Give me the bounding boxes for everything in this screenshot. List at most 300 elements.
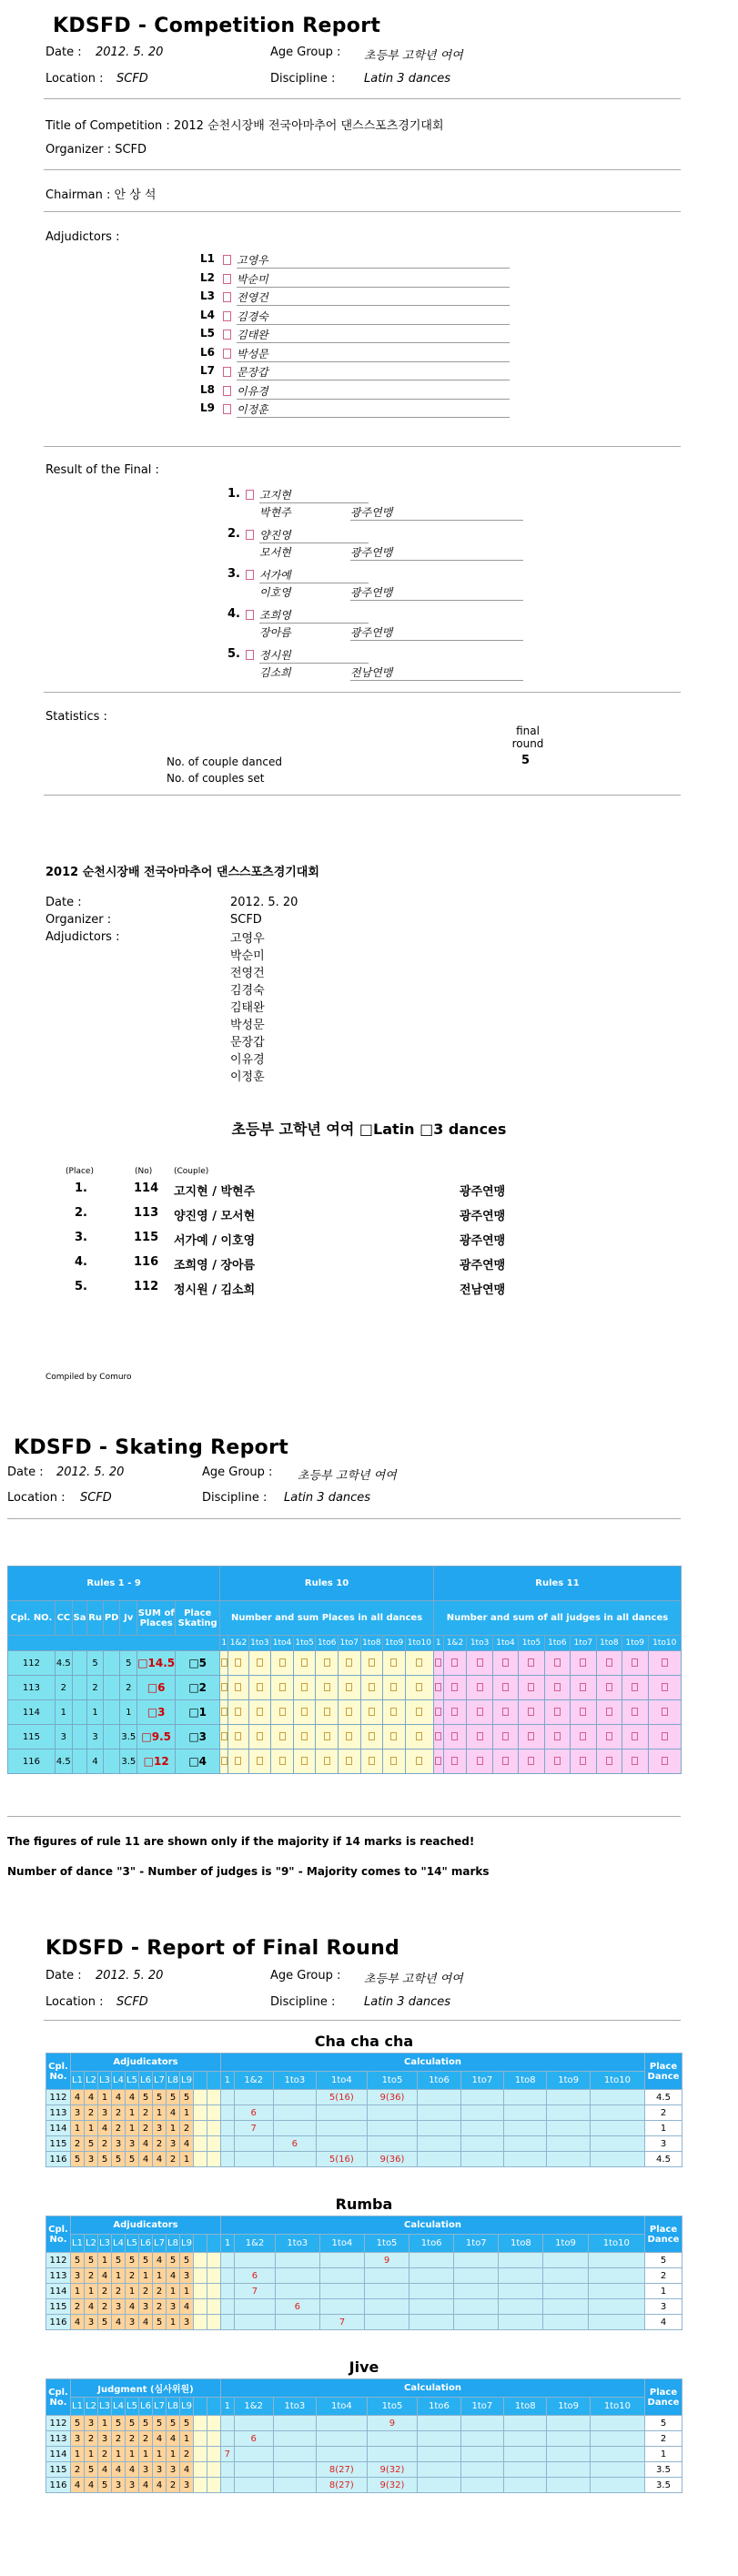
- judge-col-header: L1: [71, 2235, 85, 2253]
- checkbox-icon: [390, 1732, 397, 1740]
- checkbox-icon: [346, 1757, 352, 1765]
- rule10-cell: [228, 1651, 248, 1676]
- judge-mark: 1: [112, 2268, 126, 2284]
- checkbox-icon: [632, 1683, 638, 1691]
- judge-mark: 2: [167, 2152, 180, 2167]
- calc-cell: [367, 2136, 418, 2152]
- calc-cell: [543, 2299, 588, 2315]
- result-row: [136, 607, 591, 647]
- summary-couple: 고지현 / 박현주: [174, 1185, 256, 1199]
- empty-mark: [207, 2253, 221, 2268]
- calc-cell: [460, 2431, 503, 2447]
- place-dance: 4.5: [645, 2152, 682, 2167]
- result-row: [136, 487, 591, 527]
- checkbox-icon: [606, 1757, 612, 1765]
- checkbox-icon: [435, 1732, 441, 1740]
- judge-mark: 3: [112, 2478, 126, 2493]
- judge-mark: 5: [85, 2136, 98, 2152]
- cpl-no: 113: [8, 1676, 56, 1700]
- judge-mark: 4: [71, 2315, 85, 2330]
- summary-place: 3.: [75, 1231, 87, 1244]
- judge-col-header: L1: [71, 2398, 85, 2416]
- adjudicator-name: 고영우: [237, 252, 510, 269]
- calc-cell: 6: [234, 2431, 273, 2447]
- judge-mark: 1: [180, 2431, 194, 2447]
- calc-col-header: 1&2: [234, 2072, 273, 2090]
- calc-col-header: 1to10: [648, 1636, 681, 1651]
- judge-mark: 5: [112, 2152, 126, 2167]
- calc-col-header: 1&2: [443, 1636, 467, 1651]
- place-dance: 1: [645, 2284, 682, 2299]
- judge-mark: 4: [98, 2462, 112, 2478]
- checkbox-icon: [279, 1757, 286, 1765]
- adjudicators-header: Adjudicators: [71, 2216, 221, 2235]
- judge-mark: 1: [126, 2447, 139, 2462]
- result-club: 광주연맹: [350, 544, 523, 561]
- result-place: 5.: [227, 647, 240, 661]
- judge-mark: 1: [98, 2090, 112, 2105]
- checkbox-icon: [390, 1658, 397, 1667]
- rule11-cell: [492, 1749, 518, 1774]
- dance-place-jv: 5: [120, 1651, 137, 1676]
- judge-mark: 2: [126, 2268, 139, 2284]
- rule10-cell: [248, 1725, 271, 1749]
- adjudicator-name: 전영건: [237, 289, 510, 306]
- judge-mark: 5: [167, 2253, 180, 2268]
- final-age-value: 초등부 고학년 여여: [364, 1973, 463, 1986]
- judge-mark: 4: [167, 2431, 180, 2447]
- dance-place-jv: 1: [120, 1700, 137, 1725]
- skating-discipline-label: Discipline :: [202, 1491, 268, 1505]
- summary-club: 전남연맹: [460, 1283, 506, 1297]
- dance-place-cc: 4.5: [55, 1651, 72, 1676]
- adjudicator-code: L1: [200, 252, 215, 265]
- checkbox-icon: [346, 1683, 352, 1691]
- calc-cell: [418, 2105, 460, 2121]
- rule11-cell: [433, 1749, 443, 1774]
- calc-col-header: 1&2: [235, 2235, 276, 2253]
- calc-cell: [547, 2090, 590, 2105]
- calc-cell: [504, 2121, 547, 2136]
- calc-cell: [234, 2136, 273, 2152]
- result-name2: 이호영: [259, 586, 291, 599]
- judge-mark: 3: [85, 2315, 98, 2330]
- judge-mark: 4: [112, 2315, 126, 2330]
- rule11-cell: [433, 1651, 443, 1676]
- rule10-cell: [316, 1725, 339, 1749]
- rule11-cell: [467, 1651, 492, 1676]
- checkbox-icon: [477, 1683, 483, 1691]
- rule11-cell: [622, 1651, 648, 1676]
- competition-title: Title of Competition : 2012 순천시장배 전국아마추어 댄스스포츠경기대회: [45, 119, 444, 133]
- dance-row: [46, 2253, 682, 2268]
- dance-row: [46, 2136, 682, 2152]
- adjudicators-label: Adjudictors :: [45, 230, 120, 244]
- judge-col-header: L8: [167, 2398, 180, 2416]
- checkbox-icon: [502, 1683, 509, 1691]
- judge-mark: 1: [180, 2152, 194, 2167]
- calc-cell: [590, 2447, 644, 2462]
- checkbox-icon: [235, 1732, 241, 1740]
- judge-mark: 4: [71, 2478, 85, 2493]
- calc-col-header: 1to5: [367, 2398, 418, 2416]
- judge-col-header: L6: [139, 2235, 153, 2253]
- judge-mark: 4: [85, 2299, 98, 2315]
- checkbox-icon: [221, 1658, 227, 1667]
- checkbox-icon: [477, 1732, 483, 1740]
- checkbox-icon: [235, 1658, 241, 1667]
- calc-cell: [590, 2105, 644, 2121]
- age-group-value: 초등부 고학년 여여: [364, 49, 463, 63]
- rule11-cell: [648, 1676, 681, 1700]
- sum-of-places: □6: [137, 1676, 176, 1700]
- judge-col-header: L3: [98, 2235, 112, 2253]
- calculation-header: Calculation: [221, 2379, 645, 2398]
- calc-col-header: 1to4: [317, 2398, 368, 2416]
- judge-mark: 4: [98, 2268, 112, 2284]
- cpl-no: 116: [8, 1749, 56, 1774]
- rule10-cell: [338, 1725, 360, 1749]
- calc-cell: 7: [234, 2121, 273, 2136]
- result-club: 전남연맹: [350, 664, 523, 681]
- rule10-cell: [228, 1749, 248, 1774]
- summary-adjudicator: 김태완: [230, 1001, 265, 1015]
- calc-col-header: 1to3: [273, 2398, 316, 2416]
- rule11-cell: [544, 1700, 570, 1725]
- checkbox-icon: [502, 1708, 509, 1716]
- cpl-no-header: Cpl. No.: [46, 2054, 71, 2090]
- calc-cell: [364, 2299, 409, 2315]
- checkbox-icon: [221, 1708, 227, 1716]
- checkbox-icon: [554, 1732, 561, 1740]
- checkbox-icon: [606, 1732, 612, 1740]
- checkbox-icon: [223, 404, 231, 414]
- checkbox-icon: [246, 530, 254, 540]
- summary-adjudicator: 이정훈: [230, 1070, 265, 1084]
- judge-col-header: L5: [126, 2235, 139, 2253]
- judge-mark: 3: [180, 2315, 194, 2330]
- calculation-header: Calculation: [221, 2054, 645, 2072]
- adjudicator-name: 문장갑: [237, 364, 510, 380]
- rule10-cell: [316, 1676, 339, 1700]
- calc-cell: [590, 2416, 644, 2431]
- adjudicator-name: 이유경: [237, 383, 510, 400]
- sum-of-places: □14.5: [137, 1651, 176, 1676]
- col-place: (Place): [66, 1167, 94, 1176]
- judge-col-header: [207, 2398, 221, 2416]
- judge-mark: 3: [98, 2431, 112, 2447]
- checkbox-icon: [528, 1732, 534, 1740]
- calc-col-header: 1to4: [492, 1636, 518, 1651]
- calc-cell: [275, 2253, 319, 2268]
- judge-mark: 5: [180, 2090, 194, 2105]
- judge-mark: 4: [85, 2478, 98, 2493]
- empty-mark: [207, 2315, 221, 2330]
- checkbox-icon: [435, 1658, 441, 1667]
- judge-mark: 1: [126, 2121, 139, 2136]
- dance-table: [45, 2378, 682, 2493]
- checkbox-icon: [662, 1683, 668, 1691]
- calc-cell: [234, 2478, 273, 2493]
- calc-cell: [418, 2136, 460, 2152]
- judge-mark: 5: [180, 2253, 194, 2268]
- checkbox-icon: [223, 386, 231, 396]
- calc-cell: [460, 2416, 503, 2431]
- calc-cell: [273, 2152, 316, 2167]
- event-title: 초등부 고학년 여여 □Latin □3 dances: [231, 1121, 507, 1138]
- col-cc: CC: [55, 1601, 72, 1636]
- checkbox-icon: [221, 1683, 227, 1691]
- calc-col-header: 1to6: [418, 2072, 460, 2090]
- empty-mark: [194, 2268, 207, 2284]
- calc-cell: [418, 2431, 460, 2447]
- place-skating: □3: [176, 1725, 220, 1749]
- calc-col-header: 1to6: [316, 1636, 339, 1651]
- calc-col-header: 1to3: [248, 1636, 271, 1651]
- calc-cell: [504, 2416, 547, 2431]
- calc-cell: [273, 2121, 316, 2136]
- calc-cell: [275, 2268, 319, 2284]
- rule11-cell: [596, 1651, 622, 1676]
- judge-col-header: L1: [71, 2072, 85, 2090]
- rule10-cell: [248, 1651, 271, 1676]
- judge-col-header: L5: [126, 2072, 139, 2090]
- checkbox-icon: [416, 1683, 422, 1691]
- rule11-cell: [467, 1749, 492, 1774]
- dance-row: [46, 2431, 682, 2447]
- summary-adjudicator: 문장갑: [230, 1036, 265, 1050]
- judge-mark: 4: [98, 2121, 112, 2136]
- calc-cell: [499, 2284, 543, 2299]
- calc-cell: [499, 2268, 543, 2284]
- empty-mark: [207, 2299, 221, 2315]
- checkbox-icon: [223, 274, 231, 284]
- summary-adjudicator: 이유경: [230, 1053, 265, 1067]
- calc-cell: [317, 2447, 368, 2462]
- rule11-cell: [544, 1749, 570, 1774]
- sum-of-places: □12: [137, 1749, 176, 1774]
- calc-cell: 9(32): [367, 2462, 418, 2478]
- judge-mark: 5: [85, 2462, 98, 2478]
- checkbox-icon: [416, 1658, 422, 1667]
- calc-cell: [418, 2447, 460, 2462]
- judge-mark: 5: [180, 2416, 194, 2431]
- cpl-no: 112: [8, 1651, 56, 1676]
- result-row: [136, 567, 591, 607]
- calc-cell: [319, 2268, 364, 2284]
- rule10-cell: [228, 1676, 248, 1700]
- empty-mark: [207, 2105, 221, 2121]
- checkbox-icon: [301, 1683, 308, 1691]
- result-place: 1.: [227, 487, 240, 501]
- judge-mark: 2: [112, 2105, 126, 2121]
- judge-mark: 3: [167, 2462, 180, 2478]
- checkbox-icon: [528, 1708, 534, 1716]
- judge-col-header: L5: [126, 2398, 139, 2416]
- judge-mark: 5: [153, 2090, 167, 2105]
- judge-mark: 5: [167, 2416, 180, 2431]
- rule11-cell: [467, 1700, 492, 1725]
- judge-mark: 2: [71, 2136, 85, 2152]
- rule10-cell: [405, 1700, 433, 1725]
- place-dance: 3.5: [645, 2462, 682, 2478]
- judge-col-header: L7: [153, 2398, 167, 2416]
- rule11-cell: [519, 1725, 544, 1749]
- calc-cell: [221, 2478, 235, 2493]
- dance-place-cc: 1: [55, 1700, 72, 1725]
- checkbox-icon: [554, 1757, 561, 1765]
- calc-cell: 7: [319, 2315, 364, 2330]
- calc-col-header: 1to7: [460, 2072, 503, 2090]
- adjudicator-code: L7: [200, 364, 215, 377]
- calc-cell: 6: [275, 2299, 319, 2315]
- rule10-cell: [271, 1700, 294, 1725]
- dance-row: [46, 2416, 682, 2431]
- rule11-cell: [648, 1651, 681, 1676]
- result-name1: 정시원: [259, 647, 369, 664]
- calc-cell: [460, 2462, 503, 2478]
- col-pd: PD: [103, 1601, 120, 1636]
- result-club: 광주연맹: [350, 624, 523, 641]
- dance-place-pd: [103, 1651, 120, 1676]
- adjudicator-row: [200, 346, 591, 365]
- summary-place: 4.: [75, 1255, 87, 1269]
- skating-row: [8, 1725, 682, 1749]
- dance-place-jv: 3.5: [120, 1749, 137, 1774]
- place-skating: □2: [176, 1676, 220, 1700]
- checkbox-icon: [223, 292, 231, 302]
- calc-cell: [543, 2315, 588, 2330]
- calc-cell: [588, 2253, 644, 2268]
- rule10-cell: [248, 1749, 271, 1774]
- calc-cell: 5(16): [317, 2152, 368, 2167]
- judge-mark: 2: [139, 2121, 153, 2136]
- rule10-cell: [228, 1725, 248, 1749]
- summary-organizer-value: SCFD: [230, 913, 262, 927]
- calc-cell: [221, 2431, 235, 2447]
- calc-col-header: 1to7: [460, 2398, 503, 2416]
- judge-mark: 4: [139, 2136, 153, 2152]
- calc-col-header: 1to9: [543, 2235, 588, 2253]
- cpl-no: 114: [46, 2121, 71, 2136]
- judge-mark: 4: [167, 2268, 180, 2284]
- adjudicators-header: Judgment (심사위원): [71, 2379, 221, 2398]
- calc-cell: [418, 2121, 460, 2136]
- adjudicator-name: 김태완: [237, 327, 510, 343]
- rule10-cell: [248, 1700, 271, 1725]
- dance-row: [46, 2478, 682, 2493]
- age-group-label: Age Group :: [270, 46, 341, 59]
- calc-cell: [460, 2447, 503, 2462]
- calc-col-header: 1to10: [590, 2398, 644, 2416]
- judge-mark: 5: [98, 2152, 112, 2167]
- rule11-cell: [519, 1700, 544, 1725]
- checkbox-icon: [324, 1757, 330, 1765]
- dance-row: [46, 2090, 682, 2105]
- rule11-cell: [443, 1651, 467, 1676]
- judge-mark: 4: [126, 2462, 139, 2478]
- checkbox-icon: [390, 1708, 397, 1716]
- calc-cell: [547, 2478, 590, 2493]
- dance-name: Rumba: [335, 2196, 393, 2213]
- calc-cell: [319, 2253, 364, 2268]
- adjudicator-row: [200, 252, 591, 271]
- rule11-cell: [648, 1749, 681, 1774]
- checkbox-icon: [451, 1732, 458, 1740]
- rule10-cell: [271, 1651, 294, 1676]
- stats-couples-danced: No. of couple danced: [167, 756, 282, 768]
- place-dance: 2: [645, 2105, 682, 2121]
- skating-row: [8, 1749, 682, 1774]
- rule11-cell: [443, 1700, 467, 1725]
- judge-mark: 1: [85, 2284, 98, 2299]
- adjudicator-row: [200, 327, 591, 346]
- calc-cell: [460, 2478, 503, 2493]
- rule11-cell: [467, 1676, 492, 1700]
- checkbox-icon: [279, 1732, 286, 1740]
- col-cpl-no: Cpl. NO.: [8, 1601, 56, 1636]
- checkbox-icon: [554, 1658, 561, 1667]
- col-sum-places: SUM of Places: [137, 1601, 176, 1636]
- rule11-cell: [571, 1725, 596, 1749]
- place-dance-header: Place Dance: [645, 2216, 682, 2253]
- calc-col-header: 1to10: [405, 1636, 433, 1651]
- judge-mark: 4: [153, 2431, 167, 2447]
- empty-mark: [207, 2416, 221, 2431]
- col-sa: Sa: [72, 1601, 87, 1636]
- final-location-label: Location :: [45, 1995, 104, 2009]
- result-name1: 서가예: [259, 567, 369, 583]
- calc-cell: [319, 2284, 364, 2299]
- dance-place-pd: [103, 1700, 120, 1725]
- checkbox-icon: [223, 330, 231, 340]
- calc-cell: [235, 2315, 276, 2330]
- discipline-value: Latin 3 dances: [364, 72, 451, 86]
- place-dance: 3: [645, 2136, 682, 2152]
- result-place: 2.: [227, 527, 240, 541]
- checkbox-icon: [416, 1732, 422, 1740]
- checkbox-icon: [369, 1683, 375, 1691]
- rule11-cell: [571, 1676, 596, 1700]
- calc-cell: [504, 2090, 547, 2105]
- judge-mark: 1: [71, 2447, 85, 2462]
- adjudicator-name: 이정훈: [237, 401, 510, 418]
- calc-cell: [460, 2090, 503, 2105]
- calc-cell: [367, 2121, 418, 2136]
- rule11-cell: [492, 1725, 518, 1749]
- checkbox-icon: [390, 1757, 397, 1765]
- col-place-skating: Place Skating: [176, 1601, 220, 1636]
- rule10-cell: [293, 1749, 316, 1774]
- calc-cell: [590, 2462, 644, 2478]
- calc-cell: [588, 2268, 644, 2284]
- col-couple: (Couple): [174, 1167, 209, 1176]
- dance-row: [46, 2284, 682, 2299]
- rule11-cell: [519, 1651, 544, 1676]
- checkbox-icon: [279, 1683, 286, 1691]
- judge-mark: 4: [153, 2152, 167, 2167]
- checkbox-icon: [451, 1757, 458, 1765]
- summary-result-list: [64, 1182, 610, 1304]
- judge-col-header: L7: [153, 2072, 167, 2090]
- adjudicator-code: L3: [200, 289, 215, 302]
- dance-place-sa: [72, 1676, 87, 1700]
- calc-cell: 6: [234, 2105, 273, 2121]
- calc-col-header: 1: [221, 2072, 235, 2090]
- calc-cell: [454, 2315, 499, 2330]
- judge-mark: 4: [180, 2462, 194, 2478]
- checkbox-icon: [435, 1757, 441, 1765]
